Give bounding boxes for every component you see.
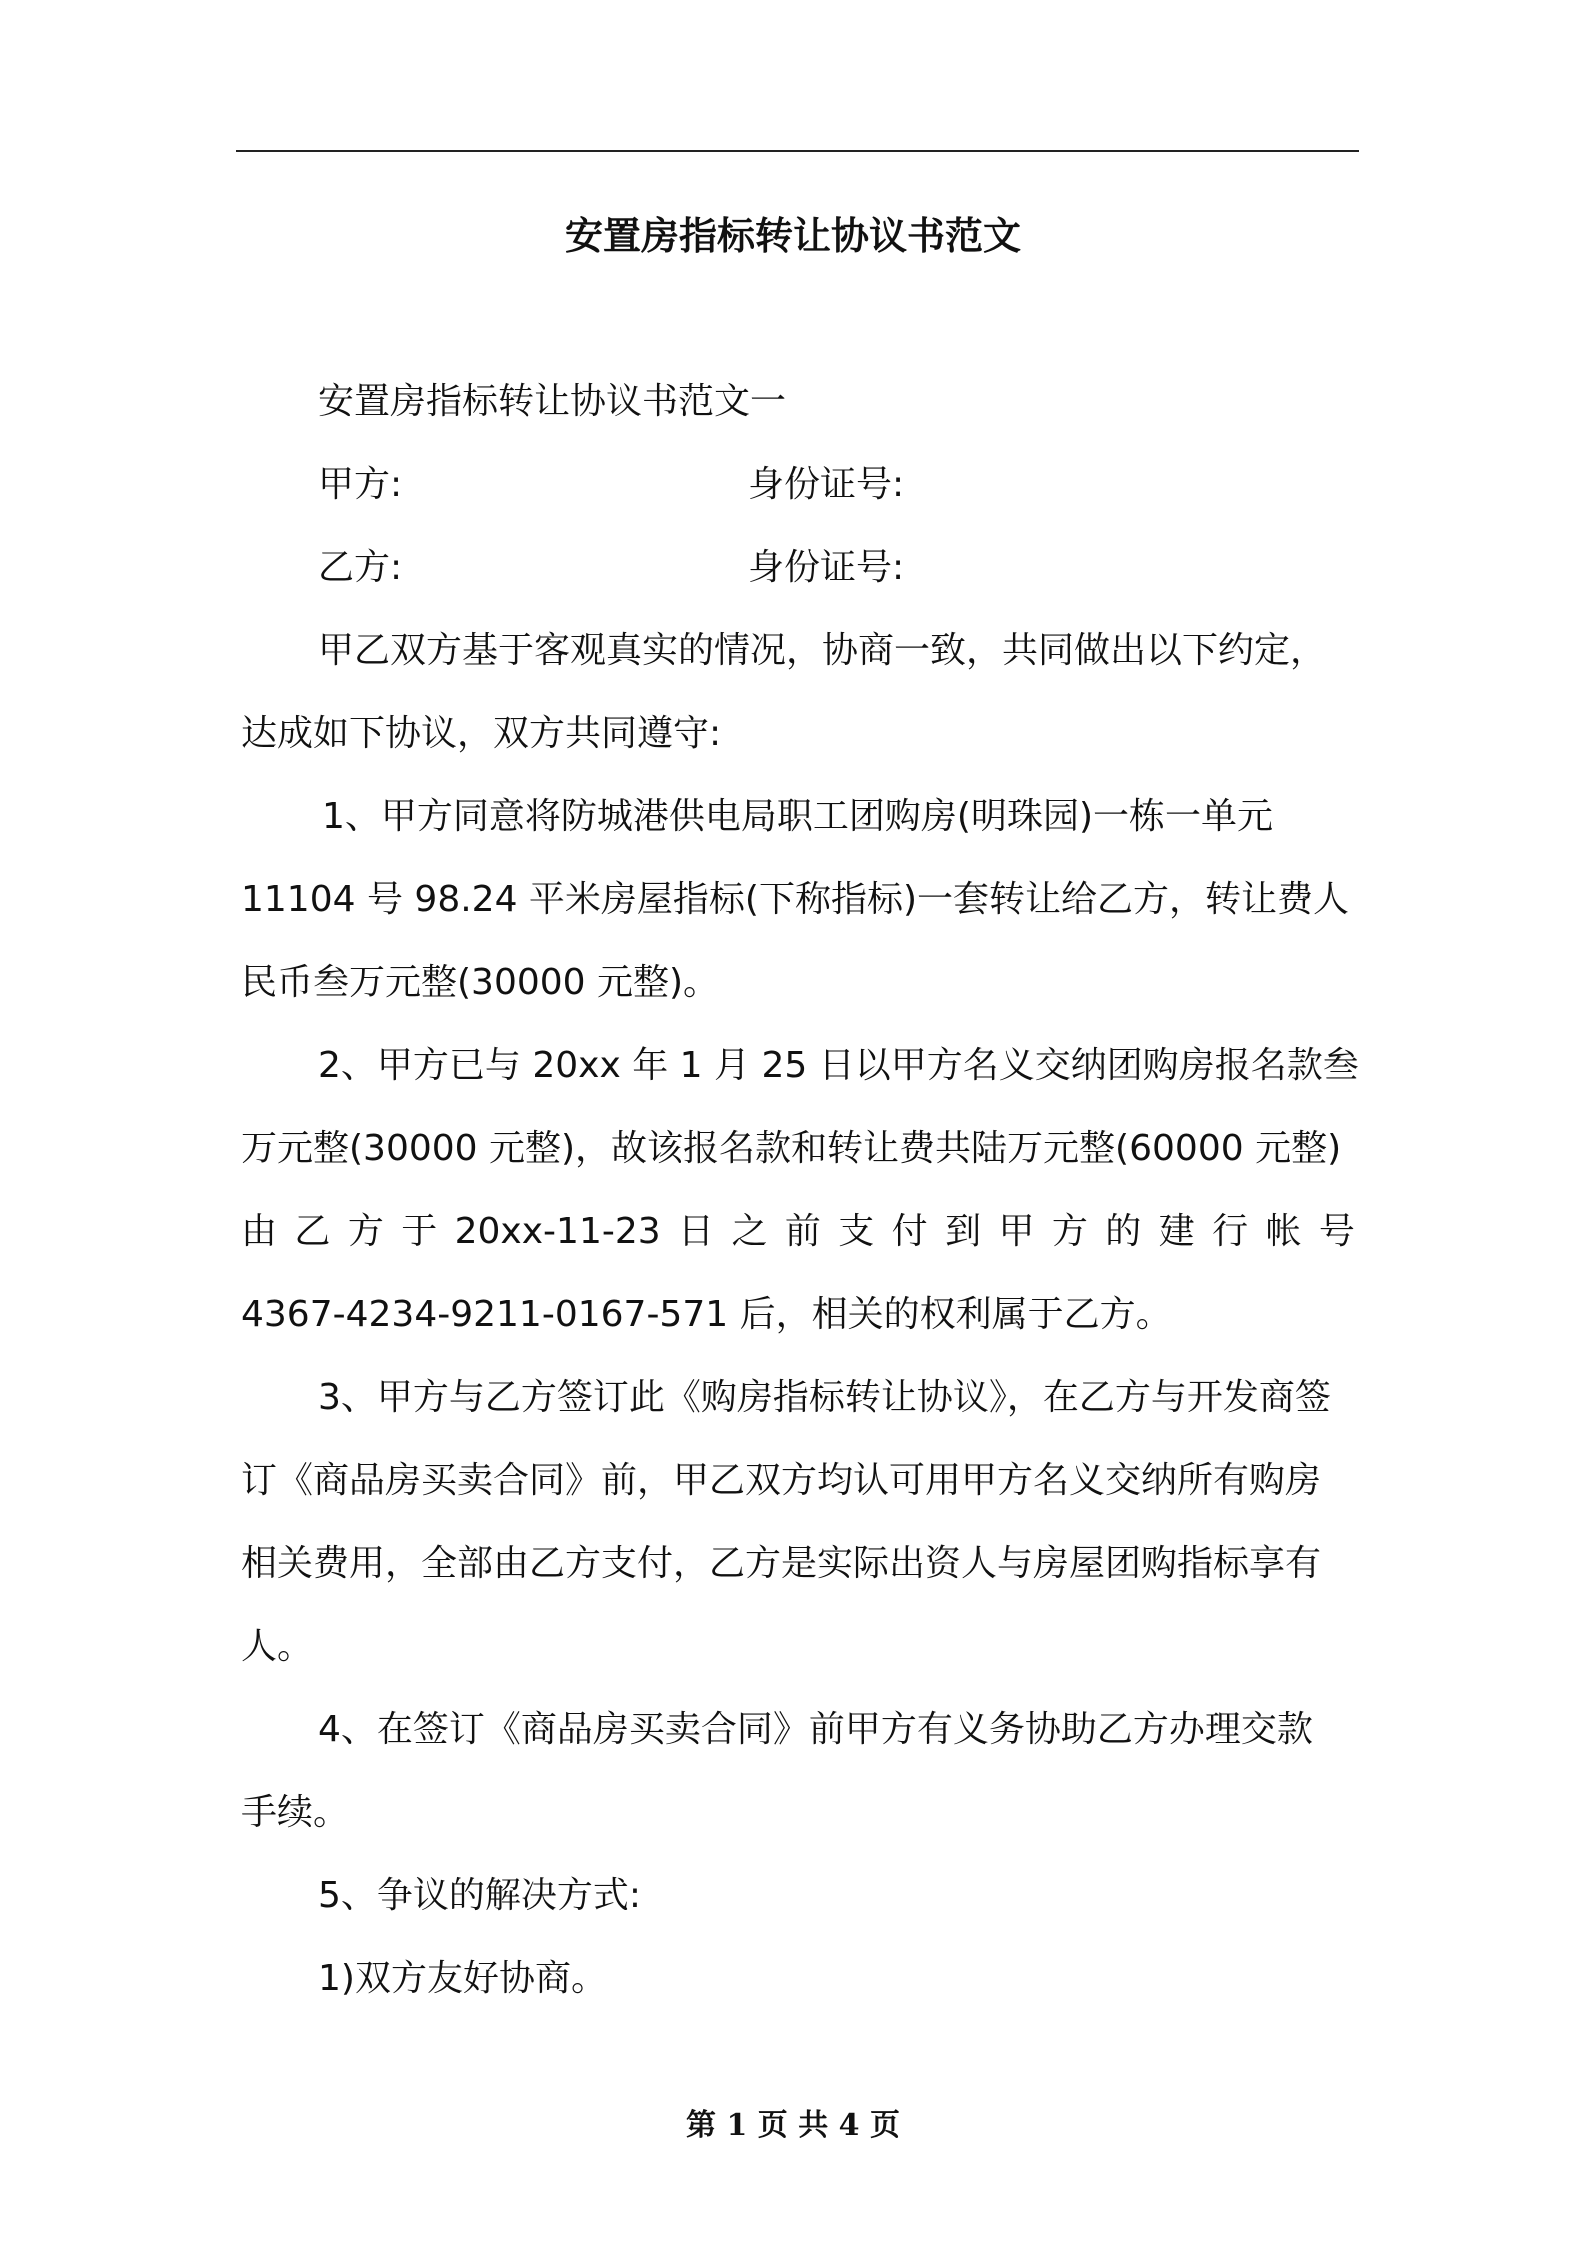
spaced-token: 之 <box>731 1211 768 1252</box>
clause-4-line: 4、在签订《商品房买卖合同》前甲方有义务协助乙方办理交款 <box>318 1709 1313 1750</box>
spaced-token: 前 <box>784 1211 821 1252</box>
intro-line: 甲乙双方基于客观真实的情况，协商一致，共同做出以下约定， <box>318 630 1327 671</box>
clause-3-line: 订《商品房买卖合同》前，甲乙双方均认可用甲方名义交纳所有购房 <box>241 1460 1322 1501</box>
spaced-token: 行 <box>1212 1211 1249 1252</box>
spaced-token: 甲 <box>998 1211 1035 1252</box>
spaced-token: 付 <box>891 1211 928 1252</box>
clause-5-heading: 5、争议的解决方式: <box>318 1875 642 1916</box>
party-b-row <box>241 526 1355 609</box>
clause-5-item: 1)双方友好协商。 <box>318 1958 607 1999</box>
clause-3-line: 3、甲方与乙方签订此《购房指标转让协议》，在乙方与开发商签 <box>318 1377 1331 1418</box>
clause-1-line: 11104 号 98.24 平米房屋指标(下称指标)一套转让给乙方，转让费人 <box>241 879 1350 920</box>
spaced-token: 建 <box>1158 1211 1195 1252</box>
document-body <box>241 360 1359 2020</box>
party-a-label: 甲方: <box>318 464 403 505</box>
clause-2-line-spaced <box>241 1190 1355 1273</box>
clause-1-line: 1、甲方同意将防城港供电局职工团购房(明珠园)一栋一单元 <box>322 796 1273 837</box>
spaced-token: 的 <box>1105 1211 1142 1252</box>
spaced-token: 号 <box>1318 1211 1355 1252</box>
clause-4-line: 手续。 <box>241 1792 350 1833</box>
intro-line: 达成如下协议，双方共同遵守: <box>241 713 722 754</box>
spaced-token: 乙 <box>294 1211 331 1252</box>
clause-1-line: 民币叁万元整(30000 元整)。 <box>241 962 720 1003</box>
clause-2-line: 4367-4234-9211-0167-571 后，相关的权利属于乙方。 <box>241 1294 1172 1335</box>
page-title: 安置房指标转让协议书范文 <box>564 214 1021 258</box>
header-rule <box>236 150 1359 152</box>
clause-2-line: 万元整(30000 元整)，故该报名款和转让费共陆万元整(60000 元整) <box>241 1128 1342 1169</box>
spaced-token: 方 <box>1051 1211 1088 1252</box>
spaced-token: 20xx-11-23 <box>454 1211 661 1252</box>
spaced-token: 方 <box>347 1211 384 1252</box>
party-a-id-label: 身份证号: <box>748 464 905 505</box>
document-subtitle: 安置房指标转让协议书范文一 <box>318 381 787 422</box>
spaced-token: 由 <box>241 1211 278 1252</box>
clause-3-line: 人。 <box>241 1626 314 1667</box>
spaced-token: 于 <box>401 1211 438 1252</box>
spaced-token: 到 <box>945 1211 982 1252</box>
spaced-token: 支 <box>838 1211 875 1252</box>
party-b-id-label: 身份证号: <box>748 547 905 588</box>
spaced-token: 帐 <box>1265 1211 1302 1252</box>
spaced-token: 日 <box>678 1211 715 1252</box>
clause-3-line: 相关费用，全部由乙方支付，乙方是实际出资人与房屋团购指标享有 <box>241 1543 1322 1584</box>
party-b-label: 乙方: <box>318 547 403 588</box>
page-indicator: 第 1 页 共 4 页 <box>686 2108 900 2143</box>
clause-2-line: 2、甲方已与 20xx 年 1 月 25 日以甲方名义交纳团购房报名款叁 <box>318 1045 1359 1086</box>
party-a-row <box>241 443 1355 526</box>
